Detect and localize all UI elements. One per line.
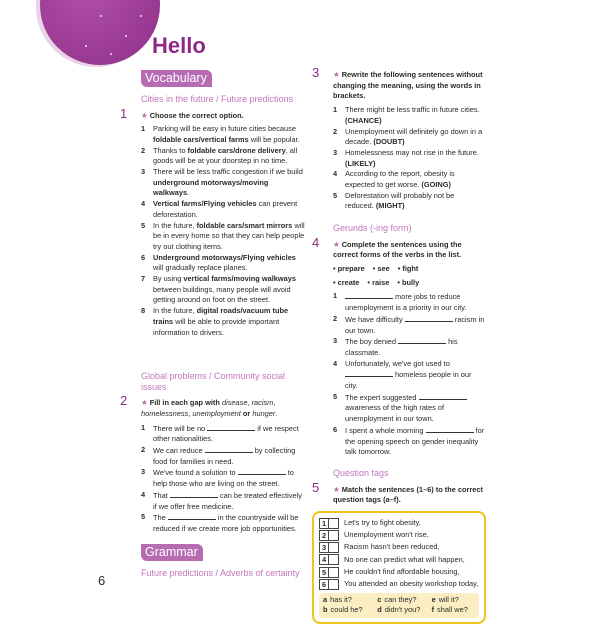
exercise-number: 2 [120,396,127,407]
exercise-item: 3 The boy denied his classmate. [333,336,485,358]
star-icon: ★ [141,111,150,120]
grammar-badge: Grammar [141,544,203,561]
matching-row: 1 Let's try to fight obesity, [319,517,479,529]
answer-box[interactable]: 4 [319,554,339,565]
matching-row: 5 He couldn't find affordable housing, [319,566,479,578]
matching-row: 4 No one can predict what will happen, [319,554,479,566]
star-icon: ★ [141,398,150,407]
exercise-item: 3 Homelessness may not rise in the future. (LIKELY) [333,148,485,169]
answer-gap[interactable] [426,425,474,433]
answer-gap[interactable] [205,445,253,453]
exercise-item: 2 Thanks to foldable cars/drone delivery, all goods will be at your doorstep in no time. [141,146,306,167]
exercise-item: 1 There will be no if we respect other nationalities. [141,423,306,445]
subheading: Cities in the future / Future predictions [141,94,306,105]
matching-row: 2 Unemployment won't rise, [319,529,479,541]
exercise-number: 1 [120,109,127,120]
exercise-instruction: ★ Complete the sentences using the correct forms of the verbs in the list. [333,240,485,261]
matching-box [312,511,486,624]
exercise-3 [333,70,485,212]
answer-gap[interactable] [345,369,393,377]
exercise-5 [333,485,485,624]
exercise-item: 5 The expert suggested awareness of the high rates of unemployment in our town. [333,392,485,425]
exercise-item: 6 I spent a whole morning for the opening speech on gender inequality talk tomorrow. [333,425,485,458]
exercise-4 [333,240,485,458]
question-tag: d didn't you? [377,605,431,616]
subheading: Gerunds (-ing form) [333,223,485,234]
question-tags [319,593,479,618]
answer-gap[interactable] [207,423,255,431]
exercise-item: 4 According to the report, obesity is expected to get worse. (GOING) [333,169,485,190]
exercise-item: 4 That can be treated effectively if we offer free medicine. [141,490,306,512]
exercise-item: 8 In the future, digital roads/vacuum tube trains will be able to provide important information to drivers. [141,306,306,338]
right-column [333,70,485,624]
exercise-item: 3 We've found a solution to to help those who are living on the street. [141,467,306,489]
exercise-item: 2 We can reduce by collecting food for families in need. [141,445,306,467]
subheading: Future predictions / Adverbs of certainty [141,568,306,579]
star-icon: ★ [333,240,342,249]
exercise-item: 5 Deforestation will probably not be reduced. (MIGHT) [333,191,485,212]
answer-gap[interactable] [398,336,446,344]
exercise-number: 3 [312,68,319,79]
answer-gap[interactable] [170,490,218,498]
exercise-item: 2 Unemployment will definitely go down in a decade. (DOUBT) [333,127,485,148]
answer-box[interactable]: 2 [319,530,339,541]
word-list: • prepare • see • fight [333,264,485,275]
page-number: 6 [98,573,105,588]
exercise-1 [141,111,306,339]
exercise-item: 7 By using vertical farms/moving walkways between buildings, many people will avoid getting around on foot on the street. [141,274,306,306]
matching-row: 6 You attended an obesity workshop today, [319,578,479,590]
answer-gap[interactable] [238,467,286,475]
answer-gap[interactable] [168,512,216,520]
exercise-item: 1 more jobs to reduce unemployment is a priority in our city. [333,291,485,313]
question-tag: b could he? [323,605,377,616]
exercise-item: 5 In the future, foldable cars/smart mirrors will be in every home so that they can help people try out clothing items. [141,221,306,253]
exercise-item: 6 Underground motorways/Flying vehicles will gradually replace planes. [141,253,306,274]
exercise-item: 3 There will be less traffic congestion if we build underground motorways/moving walkways. [141,167,306,199]
subheading: Global problems / Community social issues [141,371,306,392]
answer-gap[interactable] [419,392,467,400]
exercise-item: 4 Unfortunately, we've got used to homeless people in our city. [333,359,485,392]
header-decoration [40,0,160,65]
exercise-instruction: ★ Match the sentences (1–6) to the correct question tags (a–f). [333,485,485,506]
word-list: • create • raise • bully [333,278,485,289]
answer-box[interactable]: 6 [319,579,339,590]
answer-box[interactable]: 1 [319,518,339,529]
exercise-number: 5 [312,483,319,494]
question-tag: a has it? [323,595,377,606]
page-title: Hello [152,33,206,59]
question-tag: f shall we? [432,605,475,616]
exercise-instruction: ★ Fill in each gap with disease, racism, homelessness, unemployment or hunger. [141,398,306,419]
exercise-item: 1 There might be less traffic in future cities. (CHANCE) [333,105,485,126]
exercise-instruction: ★ Choose the correct option. [141,111,306,122]
answer-box[interactable]: 5 [319,567,339,578]
subheading: Question tags [333,468,485,479]
exercise-2 [141,398,306,534]
star-icon: ★ [333,70,342,79]
question-tag: e will it? [432,595,475,606]
answer-gap[interactable] [345,291,393,299]
matching-row: 3 Racism hasn't been reduced, [319,542,479,554]
exercise-item: 5 The in the countryside will be reduced if we create more job opportunities. [141,512,306,534]
question-tag: c can they? [377,595,431,606]
exercise-instruction: ★ Rewrite the following sentences without changing the meaning, using the words in brackets. [333,70,485,102]
exercise-item: 2 We have difficulty racism in our town. [333,314,485,336]
answer-gap[interactable] [405,314,453,322]
answer-box[interactable]: 3 [319,542,339,553]
exercise-item: 4 Vertical farms/Flying vehicles can prevent deforestation. [141,199,306,220]
exercise-item: 1 Parking will be easy in future cities because foldable cars/vertical farms will be popular. [141,124,306,145]
left-column [141,70,306,584]
star-icon: ★ [333,485,342,494]
vocabulary-badge: Vocabulary [141,70,212,87]
exercise-number: 4 [312,238,319,249]
